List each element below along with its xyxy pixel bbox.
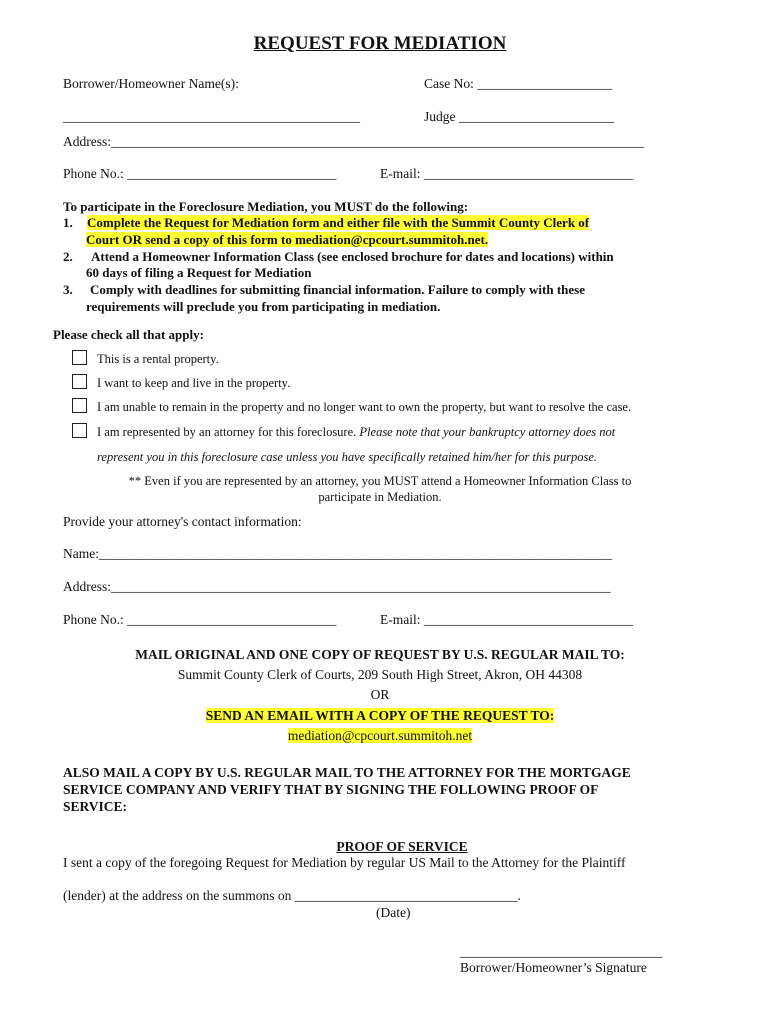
borrower-name-label: Borrower/Homeowner Name(s): — [63, 76, 239, 91]
instruction-1-line-2 — [86, 232, 488, 248]
rental-property-label: This is a rental property. — [97, 352, 219, 366]
borrower-name-field[interactable]: ____________________________________________ — [63, 109, 360, 124]
instruction-3-number: 3. — [63, 282, 73, 297]
or-separator: OR — [370, 687, 390, 702]
proof-date-field[interactable]: (lender) at the address on the summons on _________________________________. — [63, 888, 521, 903]
mail-heading: MAIL ORIGINAL AND ONE COPY OF REQUEST BY U.S. REGULAR MAIL TO: — [135, 647, 625, 662]
attorney-info-heading: Provide your attorney's contact information: — [63, 514, 302, 529]
borrower-email-field[interactable]: E-mail: _______________________________ — [380, 166, 634, 181]
date-label: (Date) — [376, 905, 411, 920]
instruction-1-line-1 — [87, 215, 589, 231]
proof-statement-line-1: I sent a copy of the foregoing Request for Mediation by regular US Mail to the Attorney for the Plaintiff — [63, 855, 626, 870]
signature-line[interactable]: ______________________________ — [460, 944, 663, 959]
mediation-email-link[interactable]: mediation@cpcourt.summitoh.net — [287, 728, 473, 743]
checklist-heading: Please check all that apply: — [53, 327, 204, 342]
attorney-phone-field[interactable]: Phone No.: _______________________________ — [63, 612, 337, 627]
instruction-2-number: 2. — [63, 249, 73, 264]
instruction-1-line-2-text: Court OR send a copy of this form to mediation@cpcourt.summitoh.net. — [86, 232, 489, 247]
also-mail-line-2: SERVICE COMPANY AND VERIFY THAT BY SIGNING THE FOLLOWING PROOF OF — [63, 782, 599, 797]
instruction-1-number: 1. — [63, 215, 73, 230]
keep-property-label: I want to keep and live in the property. — [97, 376, 291, 390]
judge-field[interactable]: Judge _______________________ — [424, 109, 615, 124]
represented-by-attorney-label — [97, 425, 615, 440]
signature-label: Borrower/Homeowner’s Signature — [460, 960, 647, 975]
email-heading-text: SEND AN EMAIL WITH A COPY OF THE REQUEST TO: — [205, 708, 555, 723]
keep-property-checkbox[interactable] — [72, 374, 87, 389]
clerk-address: Summit County Clerk of Courts, 209 South High Street, Akron, OH 44308 — [177, 667, 583, 682]
instruction-1-line-1-text: Complete the Request for Mediation form and either file with the Summit County Clerk of — [87, 215, 590, 230]
bankruptcy-note-line-1: Please note that your bankruptcy attorney does not — [359, 425, 616, 439]
instruction-3-line-1: Comply with deadlines for submitting financial information. Failure to comply with these — [90, 282, 585, 297]
attorney-address-field[interactable]: Address:__________________________________________________________________________ — [63, 579, 611, 594]
bankruptcy-note-line-2: represent you in this foreclosure case unless you have specifically retained him/her for this purpose. — [97, 450, 598, 464]
case-number-field[interactable]: Case No: ____________________ — [424, 76, 613, 91]
borrower-address-field[interactable]: Address:_______________________________________________________________________________ — [63, 134, 645, 149]
instruction-3-line-2: requirements will preclude you from participating in mediation. — [86, 299, 441, 314]
borrower-phone-field[interactable]: Phone No.: _______________________________ — [63, 166, 337, 181]
attorney-email-field[interactable]: E-mail: _______________________________ — [380, 612, 634, 627]
unable-to-remain-label: I am unable to remain in the property and no longer want to own the property, but want to resolve the case. — [97, 400, 632, 414]
proof-of-service-heading: PROOF OF SERVICE — [336, 839, 468, 854]
represented-by-attorney-text: I am represented by an attorney for this foreclosure. — [97, 425, 357, 439]
also-mail-line-3: SERVICE: — [63, 799, 128, 814]
represented-by-attorney-checkbox[interactable] — [72, 423, 87, 438]
unable-to-remain-checkbox[interactable] — [72, 398, 87, 413]
instruction-2-line-2: 60 days of filing a Request for Mediation — [86, 265, 312, 280]
instructions-intro: To participate in the Foreclosure Mediation, you MUST do the following: — [63, 199, 469, 214]
attorney-class-notice-line-1: ** Even if you are represented by an attorney, you MUST attend a Homeowner Information Class to — [128, 474, 632, 488]
page-title: REQUEST FOR MEDIATION — [253, 33, 507, 54]
attorney-name-field[interactable]: Name:____________________________________________________________________________ — [63, 546, 612, 561]
instruction-2-line-1: Attend a Homeowner Information Class (see enclosed brochure for dates and locations) within — [91, 249, 614, 264]
rental-property-checkbox[interactable] — [72, 350, 87, 365]
mediation-email — [0, 728, 760, 744]
also-mail-line-1: ALSO MAIL A COPY BY U.S. REGULAR MAIL TO THE ATTORNEY FOR THE MORTGAGE — [63, 765, 631, 780]
email-heading — [0, 708, 760, 724]
attorney-class-notice-line-2: participate in Mediation. — [318, 490, 442, 504]
